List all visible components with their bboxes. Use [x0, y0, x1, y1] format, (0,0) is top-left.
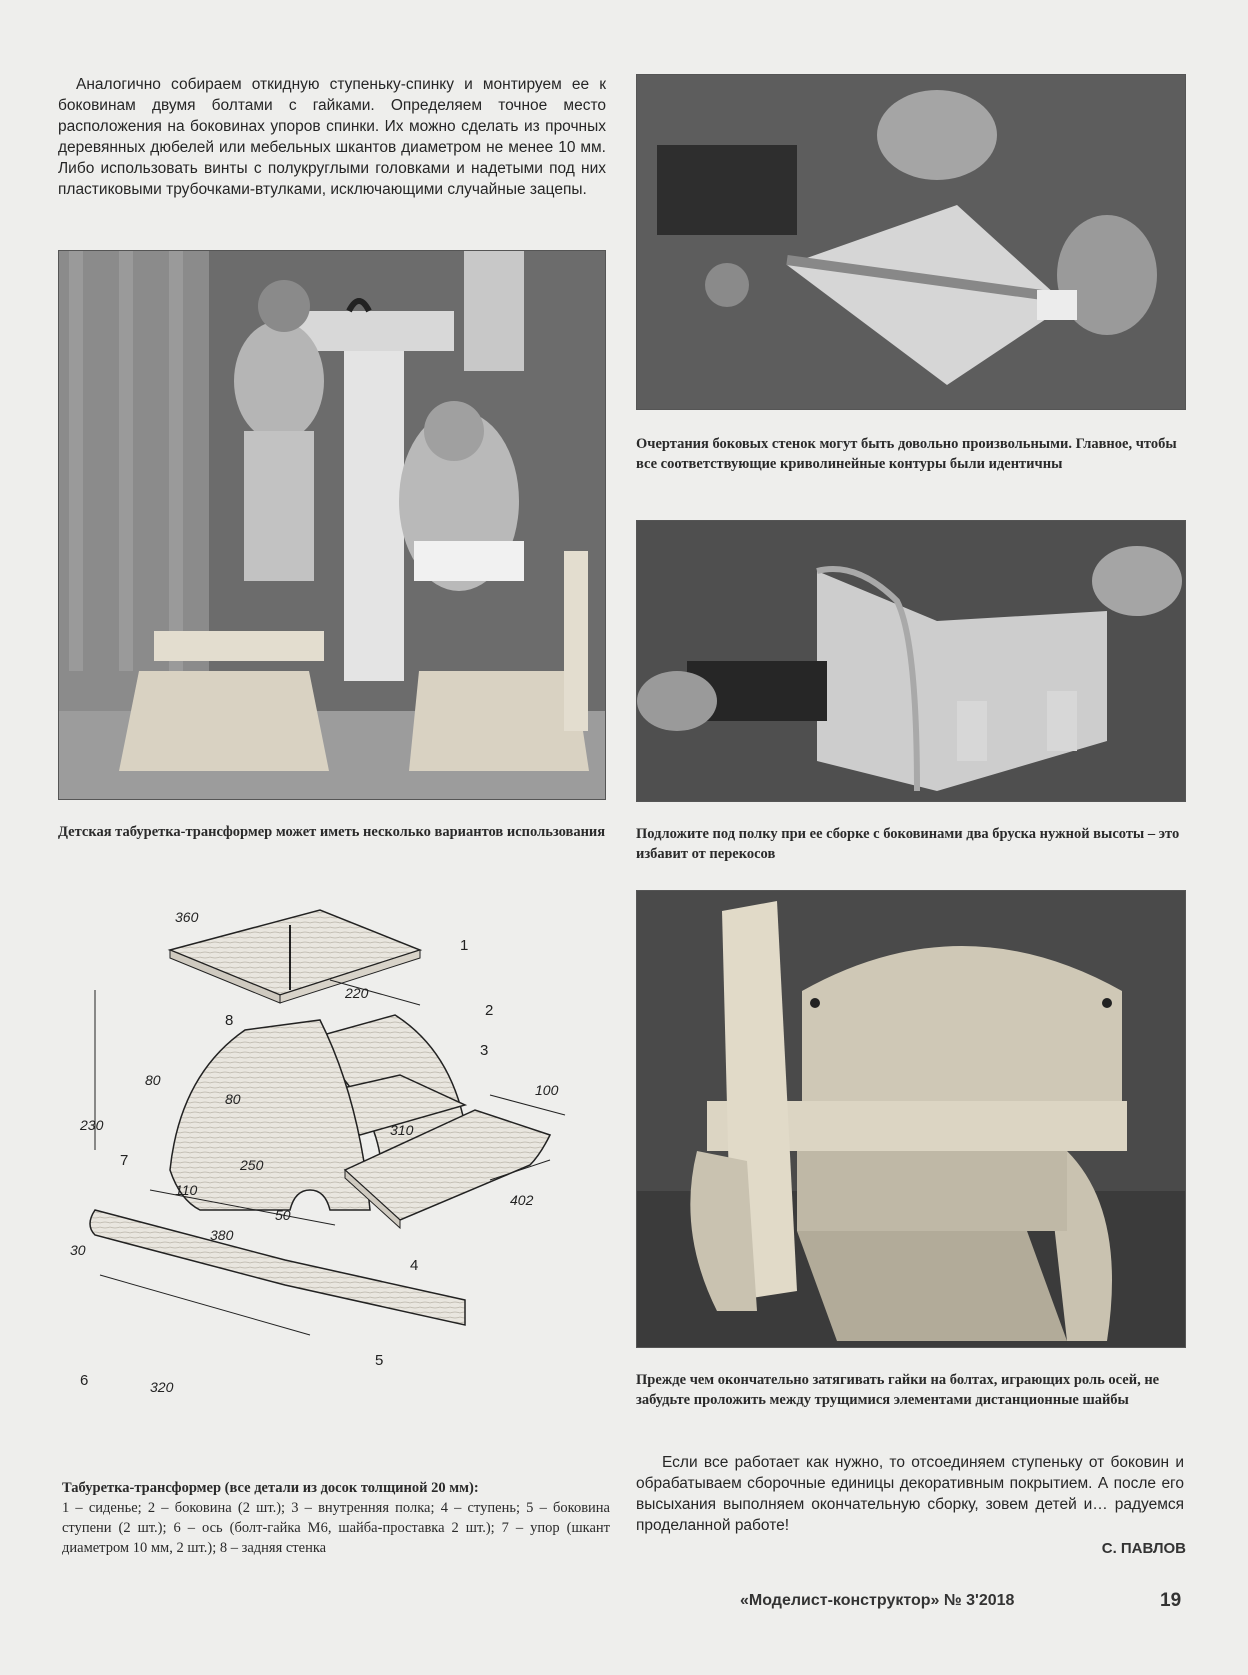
- dim-label-12: 402: [510, 1192, 534, 1208]
- dim-label-7: 100: [535, 1082, 559, 1098]
- dim-label-3: 80: [145, 1072, 161, 1088]
- dim-label-4: 80: [225, 1091, 241, 1107]
- dim-label-9: 110: [175, 1182, 198, 1198]
- callout-5: 5: [375, 1352, 384, 1369]
- assembled-photo-caption: Прежде чем окончательно затягивать гайки на болтах, играющих роль осей, не забудьте проложить между трущимися элементами дистанционные шайбы: [636, 1372, 1160, 1408]
- part-seat: [170, 910, 420, 995]
- dim-label-2: 220: [345, 985, 369, 1001]
- magazine-footer: «Моделист-конструктор» № 3'2018: [740, 1592, 1015, 1609]
- intro-paragraph: Аналогично собираем откидную ступеньку-спинку и монтируем ее к боковинам двумя болтами с гайками. Определяем точное место расположения на боковинах упоров спинки. Их можно сделать из прочных деревянных дюбелей или мебельных шкантов диаметром не менее 10 мм. Либо использовать винты с полукруглыми головками и надетыми под них пластиковыми трубочками-втулками, исключающими случайные зацепы.: [58, 76, 606, 198]
- callout-4: 4: [410, 1257, 419, 1274]
- part-step-side: [90, 1210, 465, 1325]
- dim-label-6: 310: [390, 1122, 414, 1138]
- kids-stool-photo: [58, 250, 606, 800]
- dim-label-11: 380: [210, 1227, 234, 1243]
- callout-1: 1: [460, 937, 469, 954]
- outro-paragraph: Если все работает как нужно, то отсоединяем ступеньку от боковин и обрабатываем сборочные единицы декоративным покрытием. А после его высыхания выполняем окончательную сборку, зовем детей и… радуемся проделанной работе!: [636, 1454, 1184, 1534]
- marking-photo: [636, 74, 1186, 410]
- page-number: 19: [1160, 1590, 1182, 1611]
- dim-label-13: 30: [70, 1242, 86, 1258]
- legend-body: 1 – сиденье; 2 – боковина (2 шт.); 3 – внутренняя полка; 4 – ступень; 5 – боковина ступени (2 шт.); 6 – ось (болт-гайка М6, шайба-проставка 2 шт.); 7 – упор (шкант диаметром 10 мм, 2 шт.); 8 – задняя стенка: [62, 1500, 610, 1556]
- kids-photo-caption: Детская табуретка-трансформер может иметь несколько вариантов использования: [58, 824, 606, 840]
- callout-7: 7: [120, 1152, 129, 1169]
- assembled-stool-photo: [636, 890, 1186, 1348]
- dim-label-5: 230: [80, 1117, 104, 1133]
- callout-8: 8: [225, 1012, 234, 1029]
- dim-label-14: 320: [150, 1379, 174, 1395]
- marking-photo-caption: Очертания боковых стенок могут быть довольно произвольными. Главное, чтобы все соответствующие криволинейные контуры были идентичны: [636, 436, 1177, 472]
- callout-2: 2: [485, 1002, 494, 1019]
- exploded-assembly-diagram: [60, 880, 620, 1420]
- dim-label-8: 250: [240, 1157, 264, 1173]
- dim-label-10: 50: [275, 1207, 291, 1223]
- legend-title: Табуретка-трансформер (все детали из досок толщиной 20 мм):: [62, 1480, 479, 1496]
- author-signature: С. ПАВЛОВ: [1101, 1540, 1186, 1557]
- dim-label-1: 360: [175, 909, 199, 925]
- drill-photo-caption: Подложите под полку при ее сборке с боковинами два бруска нужной высоты – это избавит от перекосов: [636, 826, 1180, 862]
- drill-assembly-photo: [636, 520, 1186, 802]
- callout-3: 3: [480, 1042, 489, 1059]
- callout-6: 6: [80, 1372, 89, 1389]
- diagram-legend: [62, 1478, 610, 1558]
